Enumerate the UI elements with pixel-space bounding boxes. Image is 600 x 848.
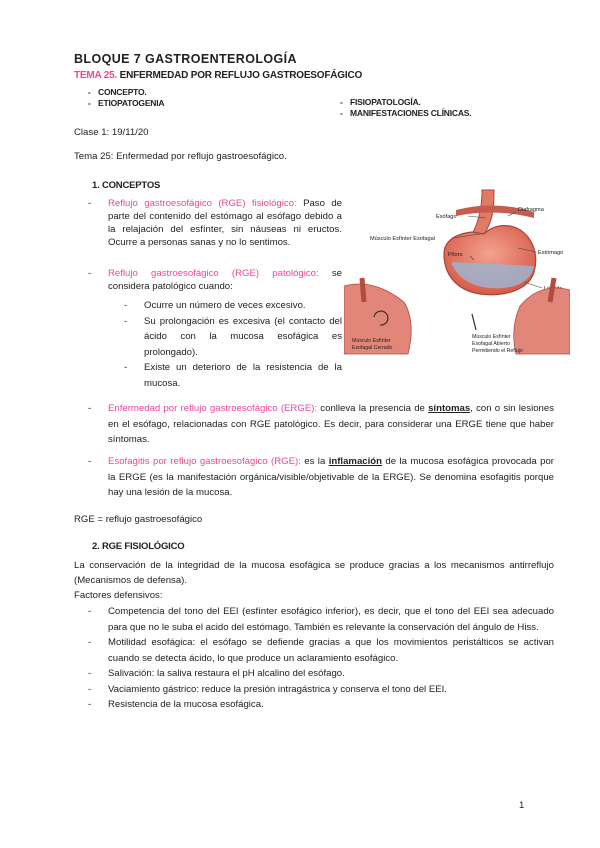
factor-item: - Resistencia de la mucosa esofágica. — [74, 697, 554, 713]
stomach-illustration — [344, 182, 570, 362]
patologico-criteria — [110, 298, 342, 391]
factor-item: - Salivación: la saliva restaura el pH alcalino del esófago. — [74, 666, 554, 682]
esophagus-closed-segment — [362, 278, 364, 302]
label-esofago: Esófago — [436, 214, 457, 220]
rge-definition: RGE = reflujo gastroesofágico — [74, 514, 203, 525]
label-estomago: Estómago — [538, 250, 564, 256]
criteria-item: - Existe un deterioro de la resistencia de la mucosa. — [110, 360, 342, 391]
term-rge-patologico: Reflujo gastroesofágico (RGE) patológico: — [108, 268, 319, 279]
tema-number: TEMA 25. — [74, 70, 118, 81]
label-abierto-3: Permitiendo el Reflujo — [472, 348, 523, 354]
index-item: - FISIOPATOLOGÍA. — [326, 97, 566, 108]
label-piloro: Píloro — [448, 252, 463, 258]
term-rge-fisiologico: Reflujo gastroesofágico (RGE) fisiológico: — [108, 198, 297, 209]
label-musculo: Músculo Esfínter Esofagal — [370, 236, 435, 242]
factores-heading: Factores defensivos: — [74, 590, 163, 601]
section-2-title: 2. RGE FISIOLÓGICO — [92, 541, 185, 552]
label-cerrado-2: Esofagal Cerrado — [352, 345, 393, 351]
definition-text: Paso de parte del contenido del estómago al esófago debido a la relajación del esfínter, sin náuseas ni eructos. Ocurre a personas sanas y no lo sentimos. — [108, 198, 342, 248]
concept-item-3 — [74, 401, 554, 448]
definition-text: de la mucosa esofágica provocada por la ERGE (es la manifestación orgánica/visible/objetivable de la ERGE). Se denomina esofagitis porque hay una lesión de la mucosa. — [108, 456, 554, 498]
index-item: - ETIOPATOGENIA — [74, 98, 314, 109]
criteria-item: - Ocurre un número de veces excesivo. — [110, 298, 342, 314]
emphasis-inflamacion: inflamación — [328, 456, 383, 467]
definition-text: conlleva la presencia de — [317, 403, 429, 414]
index-left — [74, 87, 314, 109]
label-abierto-2: Esofagal Abierto — [472, 341, 510, 347]
criteria-item: - Su prolongación es excesiva (el contacto del ácido con la mucosa esofágica es prolongado). — [110, 314, 342, 361]
tema-name: ENFERMEDAD POR REFLUJO GASTROESOFÁGICO — [117, 70, 363, 81]
index-item: - MANIFESTACIONES CLÍNICAS. — [326, 108, 566, 119]
tema-line: Tema 25: Enfermedad por reflujo gastroesofágico. — [74, 151, 287, 162]
page-number: 1 — [519, 800, 525, 811]
concept-item-4 — [74, 454, 554, 501]
clase-date: Clase 1: 19/11/20 — [74, 127, 149, 138]
index-right — [326, 97, 566, 119]
factor-item: - Competencia del tono del EEI (esfínter esofágico inferior), es decir, que el tono del EEI sea adecuado para que no le suba el acido del estómago. También es relevante la conservación del ángulo de Hiss. — [74, 604, 554, 635]
concept-item-2 — [74, 267, 342, 293]
section-2-intro: La conservación de la integridad de la mucosa esofágica se produce gracias a los mecanismos antirreflujo (Mecanismos de defensa). — [74, 560, 554, 586]
reflux-arrow-icon — [472, 314, 476, 330]
term-esofagitis: Esofagitis por reflujo gastroesofágico (RGE): — [108, 456, 301, 467]
factor-item: - Vaciamiento gástrico: reduce la presión intragástrica y conserva el tono del EEI. — [74, 682, 554, 698]
index-item: - CONCEPTO. — [74, 87, 314, 98]
sphincter-open-shape — [514, 288, 570, 354]
emphasis-sintomas: síntomas — [428, 403, 471, 414]
definition-text: se considera patológico cuando: — [108, 268, 342, 292]
label-abierto-1: Músculo Esfínter — [472, 334, 511, 340]
factores-list — [74, 604, 554, 713]
definition-text: es la — [300, 456, 329, 467]
concept-item-1 — [74, 197, 342, 249]
term-erge: Enfermedad por reflujo gastroesofágico (ERGE): — [108, 403, 318, 414]
definition-text: , con o sin lesiones en el esófago, relacionadas con RGE patológico. Es decir, para considerar una ERGE tiene que haber síntomas. — [108, 403, 554, 445]
tema-title — [74, 70, 362, 81]
label-cerrado-1: Músculo Esfínter — [352, 338, 391, 344]
label-diafragma: Diafragma — [518, 207, 544, 213]
factor-item: - Motilidad esofágica: el esófago se defiende gracias a que los movimientos peristálticos se activan cuando se detecta ácido, lo que produce un aclaramiento esofágico. — [74, 635, 554, 666]
section-1-title: 1. CONCEPTOS — [92, 180, 161, 191]
bloque-title: BLOQUE 7 GASTROENTEROLOGÍA — [74, 52, 297, 66]
